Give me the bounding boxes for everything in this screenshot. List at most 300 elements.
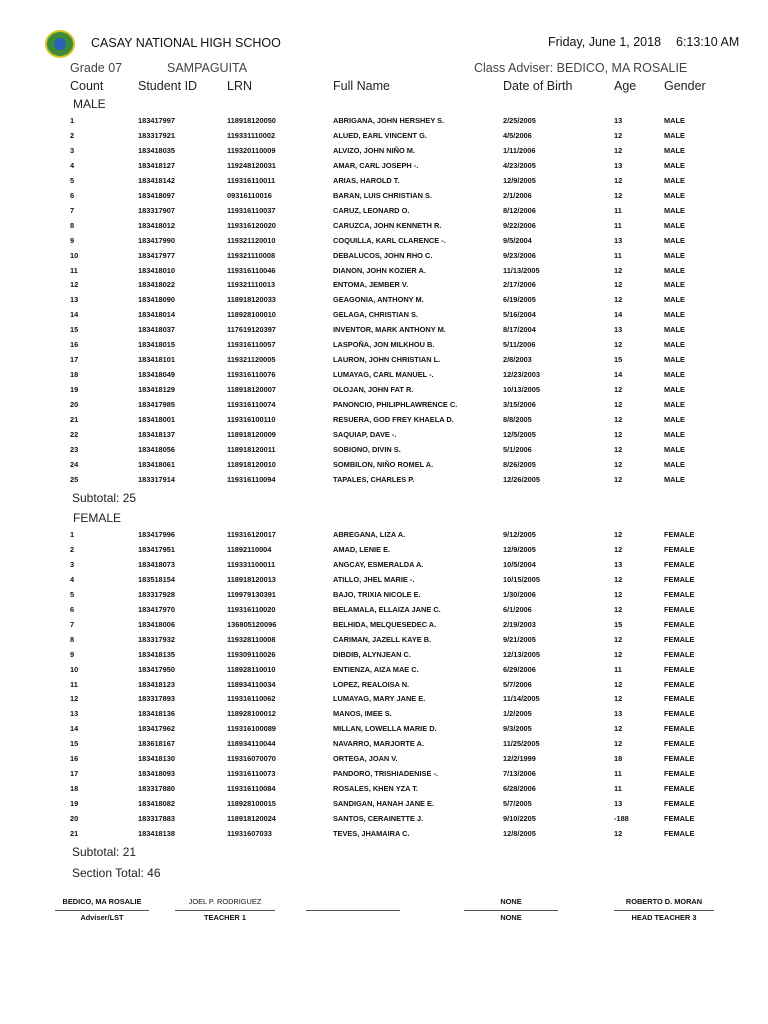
row-gender: MALE bbox=[664, 175, 685, 185]
row-age: 12 bbox=[614, 145, 623, 155]
row-count: 18 bbox=[70, 784, 79, 794]
table-row bbox=[0, 176, 768, 191]
row-lrn: 119316110074 bbox=[227, 400, 276, 410]
row-full-name: OLOJAN, JOHN FAT R. bbox=[333, 385, 414, 395]
row-full-name: SANTOS, CERAINETTE J. bbox=[333, 814, 424, 824]
row-student-id: 183317880 bbox=[138, 784, 175, 794]
table-row bbox=[0, 460, 768, 475]
row-dob: 1/30/2006 bbox=[503, 589, 536, 599]
row-age: 12 bbox=[614, 385, 623, 395]
row-gender: FEMALE bbox=[664, 754, 695, 764]
row-gender: FEMALE bbox=[664, 589, 695, 599]
school-seal-icon bbox=[45, 30, 75, 58]
row-gender: MALE bbox=[664, 325, 685, 335]
row-dob: 12/2/1999 bbox=[503, 754, 536, 764]
row-count: 15 bbox=[70, 739, 79, 749]
row-count: 25 bbox=[70, 474, 79, 484]
row-gender: FEMALE bbox=[664, 724, 695, 734]
row-gender: FEMALE bbox=[664, 559, 695, 569]
row-student-id: 183418097 bbox=[138, 190, 175, 200]
table-row bbox=[0, 116, 768, 131]
row-student-id: 183418015 bbox=[138, 340, 175, 350]
table-row bbox=[0, 754, 768, 769]
row-lrn: 118928110010 bbox=[227, 664, 276, 674]
table-row bbox=[0, 146, 768, 161]
row-student-id: 183418001 bbox=[138, 415, 175, 424]
row-full-name: SOBIONO, DIVIN S. bbox=[333, 444, 401, 454]
row-count: 3 bbox=[70, 559, 75, 569]
row-lrn: 136805120096 bbox=[227, 619, 277, 629]
row-count: 3 bbox=[70, 145, 75, 155]
row-dob: 12/23/2003 bbox=[503, 370, 540, 380]
signature-head-teacher-name: ROBERTO D. MORAN bbox=[625, 897, 703, 906]
row-age: 14 bbox=[614, 370, 623, 380]
row-student-id: 183618167 bbox=[138, 739, 175, 749]
row-age: 13 bbox=[614, 799, 623, 809]
row-age: 11 bbox=[614, 205, 622, 215]
row-age: 13 bbox=[614, 116, 623, 125]
col-lrn: LRN bbox=[227, 79, 253, 93]
row-student-id: 183418012 bbox=[138, 220, 175, 230]
table-row bbox=[0, 635, 768, 650]
row-student-id: 183418123 bbox=[138, 679, 175, 689]
row-full-name: PANONCIO, PHILIPHLAWRENCE C. bbox=[333, 400, 458, 410]
row-student-id: 183417950 bbox=[138, 664, 175, 674]
row-gender: FEMALE bbox=[664, 544, 695, 554]
row-lrn: 119248120031 bbox=[227, 160, 276, 170]
row-dob: 2/8/2003 bbox=[503, 355, 532, 365]
row-lrn: 11931607033 bbox=[227, 829, 272, 838]
row-lrn: 118918120010 bbox=[227, 459, 276, 469]
row-gender: FEMALE bbox=[664, 814, 695, 824]
row-gender: FEMALE bbox=[664, 829, 695, 838]
row-full-name: LUMAYAG, MARY JANE E. bbox=[333, 694, 426, 704]
table-row bbox=[0, 545, 768, 560]
row-student-id: 183418035 bbox=[138, 145, 175, 155]
row-student-id: 183418136 bbox=[138, 709, 175, 719]
row-age: 12 bbox=[614, 739, 623, 749]
row-gender: MALE bbox=[664, 400, 685, 410]
row-gender: MALE bbox=[664, 429, 685, 439]
row-student-id: 183418014 bbox=[138, 310, 175, 320]
table-row bbox=[0, 784, 768, 799]
row-count: 12 bbox=[70, 694, 79, 704]
table-row bbox=[0, 739, 768, 754]
row-lrn: 119979130391 bbox=[227, 589, 276, 599]
table-row bbox=[0, 430, 768, 445]
row-student-id: 183518154 bbox=[138, 574, 175, 584]
row-lrn: 119316110046 bbox=[227, 265, 276, 275]
row-age: 13 bbox=[614, 235, 623, 245]
row-age: 11 bbox=[614, 220, 622, 230]
row-dob: 6/29/2006 bbox=[503, 664, 536, 674]
row-age: 12 bbox=[614, 415, 623, 424]
row-age: -188 bbox=[614, 814, 629, 824]
row-gender: MALE bbox=[664, 280, 685, 290]
table-row bbox=[0, 709, 768, 724]
row-gender: MALE bbox=[664, 160, 685, 170]
row-lrn: 119316110037 bbox=[227, 205, 276, 215]
table-row bbox=[0, 650, 768, 665]
row-count: 19 bbox=[70, 385, 79, 395]
row-dob: 2/25/2005 bbox=[503, 116, 536, 125]
row-lrn: 119316110062 bbox=[227, 694, 276, 704]
row-full-name: SANDIGAN, HANAH JANE E. bbox=[333, 799, 435, 809]
row-full-name: ALUED, EARL VINCENT G. bbox=[333, 130, 427, 140]
row-lrn: 118934110034 bbox=[227, 679, 276, 689]
row-full-name: DIANON, JOHN KOZIER A. bbox=[333, 265, 426, 275]
row-full-name: ABRIGANA, JOHN HERSHEY S. bbox=[333, 116, 445, 125]
row-lrn: 118918120009 bbox=[227, 429, 276, 439]
signature-line bbox=[175, 910, 275, 911]
row-dob: 11/13/2005 bbox=[503, 265, 540, 275]
row-count: 12 bbox=[70, 280, 79, 290]
table-row bbox=[0, 694, 768, 709]
row-dob: 8/17/2004 bbox=[503, 325, 536, 335]
row-count: 6 bbox=[70, 190, 75, 200]
row-age: 12 bbox=[614, 829, 623, 838]
row-student-id: 183418061 bbox=[138, 459, 175, 469]
row-count: 14 bbox=[70, 724, 79, 734]
row-dob: 11/25/2005 bbox=[503, 739, 540, 749]
female-subtotal: Subtotal: 21 bbox=[72, 845, 137, 859]
row-full-name: CARUZCA, JOHN KENNETH R. bbox=[333, 220, 442, 230]
table-row bbox=[0, 295, 768, 310]
row-age: 13 bbox=[614, 160, 623, 170]
row-full-name: LUMAYAG, CARL MANUEL -. bbox=[333, 370, 434, 380]
row-dob: 12/9/2005 bbox=[503, 544, 536, 554]
row-age: 18 bbox=[614, 754, 623, 764]
signature-fourth-name: NONE bbox=[500, 897, 522, 906]
row-age: 11 bbox=[614, 784, 622, 794]
row-count: 2 bbox=[70, 130, 75, 140]
row-lrn: 119309110026 bbox=[227, 649, 276, 659]
row-full-name: DEBALUCOS, JOHN RHO C. bbox=[333, 250, 433, 260]
table-row bbox=[0, 310, 768, 325]
row-gender: MALE bbox=[664, 130, 685, 140]
row-gender: MALE bbox=[664, 250, 685, 260]
table-row bbox=[0, 370, 768, 385]
row-lrn: 119316110094 bbox=[227, 474, 276, 484]
row-lrn: 118918120013 bbox=[227, 574, 276, 584]
col-count: Count bbox=[70, 79, 104, 93]
table-row bbox=[0, 445, 768, 460]
row-count: 4 bbox=[70, 574, 75, 584]
row-dob: 8/12/2006 bbox=[503, 205, 536, 215]
row-dob: 12/9/2005 bbox=[503, 175, 536, 185]
row-gender: MALE bbox=[664, 355, 685, 365]
row-student-id: 183417990 bbox=[138, 235, 175, 245]
row-lrn: 119316070070 bbox=[227, 754, 276, 764]
row-lrn: 119316100110 bbox=[227, 415, 276, 424]
row-full-name: CARIMAN, JAZELL KAYE B. bbox=[333, 634, 432, 644]
row-count: 8 bbox=[70, 220, 75, 230]
row-count: 4 bbox=[70, 160, 75, 170]
row-full-name: COQUILLA, KARL CLARENCE -. bbox=[333, 235, 446, 245]
table-row bbox=[0, 325, 768, 340]
row-lrn: 119316110057 bbox=[227, 340, 276, 350]
row-count: 5 bbox=[70, 589, 75, 599]
row-student-id: 183317893 bbox=[138, 694, 175, 704]
row-count: 8 bbox=[70, 634, 75, 644]
row-dob: 1/11/2006 bbox=[503, 145, 536, 155]
row-count: 22 bbox=[70, 429, 79, 439]
signature-line bbox=[55, 910, 149, 911]
row-student-id: 183417977 bbox=[138, 250, 175, 260]
row-student-id: 183317883 bbox=[138, 814, 175, 824]
row-gender: MALE bbox=[664, 340, 685, 350]
row-gender: MALE bbox=[664, 310, 685, 320]
row-age: 12 bbox=[614, 544, 623, 554]
row-full-name: INVENTOR, MARK ANTHONY M. bbox=[333, 325, 446, 335]
table-row bbox=[0, 131, 768, 146]
row-gender: MALE bbox=[664, 205, 685, 215]
row-full-name: GELAGA, CHRISTIAN S. bbox=[333, 310, 418, 320]
row-full-name: BARAN, LUIS CHRISTIAN S. bbox=[333, 190, 432, 200]
signature-fourth-role: NONE bbox=[500, 913, 522, 922]
row-student-id: 183418093 bbox=[138, 769, 175, 779]
row-lrn: 118934110044 bbox=[227, 739, 276, 749]
male-subtotal: Subtotal: 25 bbox=[72, 491, 137, 505]
row-lrn: 118918120050 bbox=[227, 116, 276, 125]
row-age: 12 bbox=[614, 280, 623, 290]
row-dob: 9/22/2006 bbox=[503, 220, 536, 230]
row-student-id: 183417962 bbox=[138, 724, 175, 734]
row-student-id: 183417970 bbox=[138, 604, 175, 614]
row-dob: 5/7/2006 bbox=[503, 679, 532, 689]
row-student-id: 183418127 bbox=[138, 160, 175, 170]
signature-line bbox=[306, 910, 400, 911]
row-full-name: ENTOMA, JEMBER V. bbox=[333, 280, 409, 290]
table-row bbox=[0, 560, 768, 575]
row-count: 17 bbox=[70, 355, 79, 365]
signature-teacher-role: TEACHER 1 bbox=[204, 913, 246, 922]
row-dob: 12/8/2005 bbox=[503, 829, 536, 838]
row-student-id: 183317914 bbox=[138, 474, 175, 484]
row-student-id: 183418010 bbox=[138, 265, 175, 275]
row-age: 12 bbox=[614, 459, 623, 469]
row-dob: 12/5/2005 bbox=[503, 429, 536, 439]
row-lrn: 119316110073 bbox=[227, 769, 276, 779]
row-full-name: ORTEGA, JOAN V. bbox=[333, 754, 398, 764]
row-lrn: 119316110084 bbox=[227, 784, 276, 794]
row-student-id: 183417997 bbox=[138, 116, 175, 125]
row-dob: 5/1/2006 bbox=[503, 444, 532, 454]
row-gender: MALE bbox=[664, 415, 685, 424]
row-age: 14 bbox=[614, 310, 623, 320]
row-full-name: AMAD, LENIE E. bbox=[333, 544, 391, 554]
class-adviser: Class Adviser: BEDICO, MA ROSALIE bbox=[474, 61, 688, 75]
row-dob: 2/17/2006 bbox=[503, 280, 536, 290]
table-row bbox=[0, 280, 768, 295]
row-count: 10 bbox=[70, 664, 79, 674]
table-row bbox=[0, 605, 768, 620]
row-lrn: 118918120024 bbox=[227, 814, 276, 824]
row-count: 13 bbox=[70, 295, 79, 305]
row-full-name: ABREGANA, LIZA A. bbox=[333, 530, 406, 539]
col-dob: Date of Birth bbox=[503, 79, 573, 93]
row-dob: 2/1/2006 bbox=[503, 190, 532, 200]
table-row bbox=[0, 385, 768, 400]
row-lrn: 119321120005 bbox=[227, 355, 276, 365]
row-full-name: BELAMALA, ELLAIZA JANE C. bbox=[333, 604, 441, 614]
row-full-name: BAJO, TRIXIA NICOLE E. bbox=[333, 589, 421, 599]
row-gender: FEMALE bbox=[664, 739, 695, 749]
row-age: 12 bbox=[614, 474, 623, 484]
row-student-id: 183418138 bbox=[138, 829, 175, 838]
row-gender: FEMALE bbox=[664, 709, 695, 719]
row-age: 12 bbox=[614, 130, 623, 140]
row-gender: MALE bbox=[664, 190, 685, 200]
table-row bbox=[0, 769, 768, 784]
table-row bbox=[0, 266, 768, 281]
row-lrn: 118928100010 bbox=[227, 310, 276, 320]
table-row bbox=[0, 665, 768, 680]
row-full-name: ROSALES, KHEN YZA T. bbox=[333, 784, 419, 794]
row-age: 12 bbox=[614, 400, 623, 410]
row-student-id: 183418082 bbox=[138, 799, 175, 809]
row-count: 2 bbox=[70, 544, 75, 554]
row-dob: 3/15/2006 bbox=[503, 400, 536, 410]
row-lrn: 118918120011 bbox=[227, 444, 276, 454]
row-lrn: 118918120033 bbox=[227, 295, 276, 305]
row-age: 12 bbox=[614, 265, 623, 275]
row-student-id: 183418049 bbox=[138, 370, 175, 380]
table-row bbox=[0, 251, 768, 266]
row-lrn: 119328110008 bbox=[227, 634, 276, 644]
table-row bbox=[0, 415, 768, 430]
row-age: 12 bbox=[614, 295, 623, 305]
row-lrn: 119331110002 bbox=[227, 130, 276, 140]
row-full-name: BELHIDA, MELQUESEDEC A. bbox=[333, 619, 437, 629]
row-dob: 9/10/2205 bbox=[503, 814, 536, 824]
row-gender: MALE bbox=[664, 444, 685, 454]
row-full-name: LAURON, JOHN CHRISTIAN L. bbox=[333, 355, 441, 365]
row-lrn: 118928100012 bbox=[227, 709, 276, 719]
row-dob: 12/13/2005 bbox=[503, 649, 540, 659]
row-full-name: AMAR, CARL JOSEPH -. bbox=[333, 160, 419, 170]
row-student-id: 183418101 bbox=[138, 355, 175, 365]
row-dob: 9/12/2005 bbox=[503, 530, 536, 539]
row-count: 15 bbox=[70, 325, 79, 335]
row-student-id: 183418006 bbox=[138, 619, 175, 629]
row-age: 11 bbox=[614, 769, 622, 779]
row-full-name: SOMBILON, NIÑO ROMEL A. bbox=[333, 459, 434, 469]
row-dob: 7/13/2006 bbox=[503, 769, 536, 779]
row-student-id: 183317907 bbox=[138, 205, 175, 215]
row-gender: MALE bbox=[664, 459, 685, 469]
row-count: 9 bbox=[70, 235, 75, 245]
row-age: 12 bbox=[614, 724, 623, 734]
row-student-id: 183418056 bbox=[138, 444, 175, 454]
row-full-name: PANDORO, TRISHIADENISE -. bbox=[333, 769, 438, 779]
table-row bbox=[0, 620, 768, 635]
row-gender: MALE bbox=[664, 145, 685, 155]
row-count: 19 bbox=[70, 799, 79, 809]
row-count: 11 bbox=[70, 265, 78, 275]
row-age: 15 bbox=[614, 619, 623, 629]
school-name: CASAY NATIONAL HIGH SCHOO bbox=[91, 36, 281, 50]
row-count: 13 bbox=[70, 709, 79, 719]
row-student-id: 183418137 bbox=[138, 429, 175, 439]
row-lrn: 117619120397 bbox=[227, 325, 276, 335]
row-lrn: 119320110009 bbox=[227, 145, 276, 155]
row-lrn: 119316110020 bbox=[227, 604, 276, 614]
col-full-name: Full Name bbox=[333, 79, 390, 93]
row-age: 12 bbox=[614, 429, 623, 439]
row-gender: FEMALE bbox=[664, 619, 695, 629]
row-gender: MALE bbox=[664, 295, 685, 305]
row-age: 12 bbox=[614, 694, 623, 704]
report-time: 6:13:10 AM bbox=[676, 35, 740, 49]
row-dob: 11/14/2005 bbox=[503, 694, 540, 704]
row-full-name: NAVARRO, MARJORTE A. bbox=[333, 739, 425, 749]
row-full-name: LASPOÑA, JON MILKHOU B. bbox=[333, 340, 435, 350]
row-count: 1 bbox=[70, 530, 75, 539]
row-student-id: 183418037 bbox=[138, 325, 175, 335]
row-count: 21 bbox=[70, 415, 79, 424]
row-student-id: 183418130 bbox=[138, 754, 175, 764]
row-age: 11 bbox=[614, 664, 622, 674]
row-dob: 4/23/2005 bbox=[503, 160, 536, 170]
table-row bbox=[0, 191, 768, 206]
row-age: 12 bbox=[614, 634, 623, 644]
row-gender: FEMALE bbox=[664, 784, 695, 794]
row-lrn: 119316110011 bbox=[227, 175, 276, 185]
table-row bbox=[0, 530, 768, 545]
row-age: 12 bbox=[614, 175, 623, 185]
row-age: 12 bbox=[614, 340, 623, 350]
row-lrn: 118918120007 bbox=[227, 385, 276, 395]
table-row bbox=[0, 590, 768, 605]
table-row bbox=[0, 799, 768, 814]
row-gender: FEMALE bbox=[664, 530, 695, 539]
row-gender: MALE bbox=[664, 265, 685, 275]
row-age: 13 bbox=[614, 709, 623, 719]
grade-level: Grade 07 bbox=[70, 61, 123, 75]
row-dob: 2/19/2003 bbox=[503, 619, 536, 629]
row-gender: FEMALE bbox=[664, 694, 695, 704]
row-gender: MALE bbox=[664, 220, 685, 230]
row-full-name: CARUZ, LEONARD O. bbox=[333, 205, 410, 215]
table-row bbox=[0, 475, 768, 490]
row-age: 12 bbox=[614, 589, 623, 599]
table-row bbox=[0, 206, 768, 221]
table-row bbox=[0, 680, 768, 695]
row-age: 12 bbox=[614, 530, 623, 539]
female-section-label: FEMALE bbox=[73, 511, 122, 525]
row-full-name: MILLAN, LOWELLA MARIE D. bbox=[333, 724, 437, 734]
table-row bbox=[0, 724, 768, 739]
table-row bbox=[0, 575, 768, 590]
row-count: 14 bbox=[70, 310, 79, 320]
row-dob: 9/23/2006 bbox=[503, 250, 536, 260]
row-count: 23 bbox=[70, 444, 79, 454]
signature-line bbox=[464, 910, 558, 911]
report-date: Friday, June 1, 2018 bbox=[548, 35, 662, 49]
row-gender: MALE bbox=[664, 385, 685, 395]
row-count: 10 bbox=[70, 250, 79, 260]
row-lrn: 119321120010 bbox=[227, 235, 276, 245]
row-count: 11 bbox=[70, 679, 78, 689]
row-count: 20 bbox=[70, 400, 79, 410]
row-lrn: 09316110016 bbox=[227, 190, 272, 200]
row-dob: 12/26/2005 bbox=[503, 474, 540, 484]
row-dob: 10/5/2004 bbox=[503, 559, 536, 569]
row-full-name: LOPEZ, REALOISA N. bbox=[333, 679, 410, 689]
row-count: 21 bbox=[70, 829, 79, 838]
table-row bbox=[0, 221, 768, 236]
